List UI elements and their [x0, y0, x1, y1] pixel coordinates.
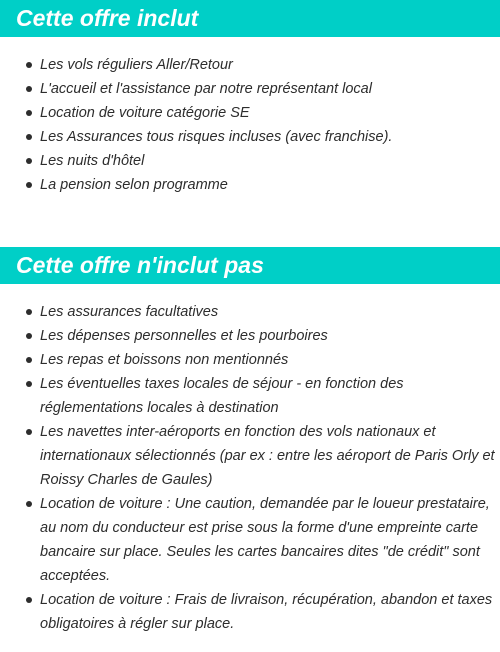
list-item — [0, 324, 500, 348]
bullet-icon — [26, 501, 32, 507]
excluded-list — [0, 300, 500, 636]
list-item — [0, 101, 500, 125]
bullet-icon — [26, 86, 32, 92]
list-item-text: Les dépenses personnelles et les pourboires — [40, 328, 328, 344]
list-item-text: L'accueil et l'assistance par notre représentant local — [40, 81, 372, 97]
list-item-text: Les nuits d'hôtel — [40, 153, 145, 169]
list-item-text: La pension selon programme — [40, 177, 228, 193]
list-item — [0, 53, 500, 77]
bullet-icon — [26, 110, 32, 116]
list-item-text: Les éventuelles taxes locales de séjour - en fonction des réglementations locales à destination — [40, 376, 404, 416]
list-item — [0, 125, 500, 149]
list-item — [0, 173, 500, 197]
list-item — [0, 588, 500, 636]
list-item — [0, 348, 500, 372]
list-item — [0, 372, 500, 420]
bullet-icon — [26, 333, 32, 339]
bullet-icon — [26, 429, 32, 435]
bullet-icon — [26, 309, 32, 315]
list-item-text: Location de voiture : Une caution, demandée par le loueur prestataire, au nom du conducteur est prise sous la forme d'une empreinte carte bancaire sur place. Seules les cartes bancaires dites "de crédit" sont acceptées. — [40, 496, 490, 584]
bullet-icon — [26, 357, 32, 363]
list-item — [0, 300, 500, 324]
bullet-icon — [26, 597, 32, 603]
list-item-text: Location de voiture catégorie SE — [40, 105, 250, 121]
list-item-text: Les assurances facultatives — [40, 304, 219, 320]
list-item-text: Les Assurances tous risques incluses (avec franchise). — [40, 129, 393, 145]
list-item — [0, 492, 500, 588]
list-item-text: Les navettes inter-aéroports en fonction des vols nationaux et internationaux sélectionnés (par ex : entre les aéroport de Paris Orly et Roissy Charles de Gaules) — [40, 424, 495, 488]
included-title: Cette offre inclut — [0, 0, 500, 37]
list-item-text: Les repas et boissons non mentionnés — [40, 352, 289, 368]
included-list — [0, 53, 500, 197]
list-item — [0, 420, 500, 492]
bullet-icon — [26, 62, 32, 68]
bullet-icon — [26, 182, 32, 188]
list-item — [0, 77, 500, 101]
bullet-icon — [26, 158, 32, 164]
list-item — [0, 149, 500, 173]
bullet-icon — [26, 134, 32, 140]
list-item-text: Les vols réguliers Aller/Retour — [40, 57, 233, 73]
excluded-title: Cette offre n'inclut pas — [0, 247, 500, 284]
list-item-text: Location de voiture : Frais de livraison, récupération, abandon et taxes obligatoires à régler sur place. — [40, 592, 493, 632]
included-section — [0, 0, 500, 37]
bullet-icon — [26, 381, 32, 387]
excluded-section — [0, 247, 500, 284]
